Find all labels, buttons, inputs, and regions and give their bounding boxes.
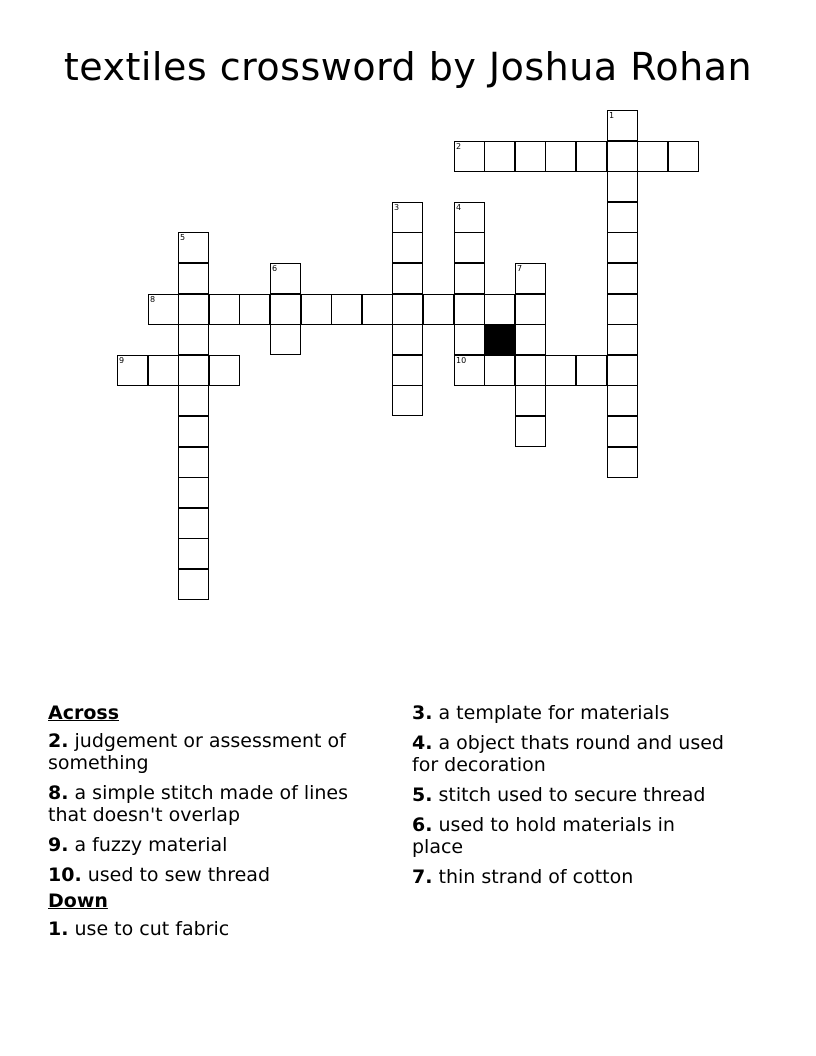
grid-cell[interactable] [484,294,515,325]
clue-text: a fuzzy material [74,834,228,856]
grid-cell[interactable] [178,294,209,325]
grid-cell[interactable] [607,385,638,416]
grid-cell[interactable] [178,232,209,263]
grid-cell[interactable] [545,141,576,172]
grid-cell[interactable] [637,141,668,172]
cell-number: 8 [150,295,156,304]
cell-number: 4 [456,203,462,212]
grid-cell[interactable] [178,477,209,508]
grid-cell[interactable] [392,232,423,263]
grid-cell[interactable] [515,385,546,416]
grid-cell[interactable] [484,141,515,172]
grid-cell[interactable] [301,294,332,325]
clue-down-1 [48,918,363,940]
grid-cell[interactable] [607,294,638,325]
clue-down-7 [412,866,727,888]
grid-cell[interactable] [454,294,485,325]
grid-cell[interactable] [392,355,423,386]
cell-number: 9 [119,356,125,365]
grid-cell[interactable] [270,263,301,294]
grid-cell[interactable] [668,141,699,172]
clue-number: 10. [48,864,82,886]
grid-cell[interactable] [148,355,179,386]
grid-cell[interactable] [178,508,209,539]
clue-across-8 [48,782,363,826]
grid-cell[interactable] [607,447,638,478]
clues-column-left [48,702,363,948]
clue-number: 1. [48,918,69,940]
grid-cell[interactable] [515,141,546,172]
grid-cell[interactable] [454,141,485,172]
down-heading: Down [48,890,108,912]
grid-cell[interactable] [515,416,546,447]
clue-number: 5. [412,784,433,806]
grid-cell[interactable] [178,416,209,447]
grid-cell[interactable] [239,294,270,325]
clue-number: 2. [48,730,69,752]
across-heading: Across [48,702,120,724]
grid-cell[interactable] [607,141,638,172]
grid-cell[interactable] [117,355,148,386]
grid-cell[interactable] [392,324,423,355]
grid-cell[interactable] [178,538,209,569]
grid-cell[interactable] [209,294,240,325]
grid-cell[interactable] [607,232,638,263]
grid-cell[interactable] [148,294,179,325]
clue-down-4 [412,732,727,776]
clue-text: a simple stitch made of lines that doesn't overlap [48,782,349,826]
cell-number: 2 [456,142,462,151]
grid-cell[interactable] [270,294,301,325]
grid-block-cell [484,324,515,355]
grid-cell[interactable] [454,232,485,263]
clue-down-6 [412,814,727,858]
grid-cell[interactable] [576,141,607,172]
grid-cell[interactable] [392,263,423,294]
grid-cell[interactable] [178,263,209,294]
clue-text: stitch used to secure thread [438,784,706,806]
grid-cell[interactable] [607,416,638,447]
clue-number: 6. [412,814,433,836]
grid-cell[interactable] [607,171,638,202]
clue-text: judgement or assessment of something [48,730,346,774]
cell-number: 5 [180,233,186,242]
grid-cell[interactable] [270,324,301,355]
grid-cell[interactable] [178,324,209,355]
page-title: textiles crossword by Joshua Rohan [63,45,753,89]
grid-cell[interactable] [392,385,423,416]
grid-cell[interactable] [515,324,546,355]
grid-cell[interactable] [515,263,546,294]
grid-cell[interactable] [607,263,638,294]
grid-cell[interactable] [607,324,638,355]
clues-column-right [412,702,727,896]
grid-cell[interactable] [331,294,362,325]
grid-cell[interactable] [454,355,485,386]
grid-cell[interactable] [545,355,576,386]
clue-text: used to hold materials in place [412,814,675,858]
grid-cell[interactable] [454,263,485,294]
clue-number: 9. [48,834,69,856]
clue-across-2 [48,730,363,774]
grid-cell[interactable] [178,447,209,478]
clue-down-5 [412,784,727,806]
clue-across-9 [48,834,363,856]
cell-number: 10 [456,356,467,365]
cell-number: 6 [272,264,278,273]
grid-cell[interactable] [607,355,638,386]
cell-number: 1 [609,111,615,120]
clue-text: thin strand of cotton [438,866,634,888]
grid-cell[interactable] [178,385,209,416]
grid-cell[interactable] [607,110,638,141]
grid-cell[interactable] [392,202,423,233]
clue-number: 3. [412,702,433,724]
grid-cell[interactable] [576,355,607,386]
clue-number: 8. [48,782,69,804]
grid-cell[interactable] [515,355,546,386]
grid-cell[interactable] [209,355,240,386]
grid-cell[interactable] [454,202,485,233]
clue-text: used to sew thread [87,864,271,886]
grid-cell[interactable] [607,202,638,233]
grid-cell[interactable] [454,324,485,355]
grid-cell[interactable] [515,294,546,325]
cell-number: 3 [394,203,400,212]
grid-cell[interactable] [178,569,209,600]
grid-cell[interactable] [178,355,209,386]
grid-cell[interactable] [484,355,515,386]
clue-number: 4. [412,732,433,754]
grid-cell[interactable] [423,294,454,325]
grid-cell[interactable] [362,294,393,325]
grid-cell[interactable] [392,294,423,325]
clue-text: use to cut fabric [74,918,230,940]
cell-number: 7 [517,264,523,273]
clue-text: a object thats round and used for decoration [412,732,724,776]
clue-down-3 [412,702,727,724]
clue-number: 7. [412,866,433,888]
clue-text: a template for materials [438,702,670,724]
clue-across-10 [48,864,363,886]
